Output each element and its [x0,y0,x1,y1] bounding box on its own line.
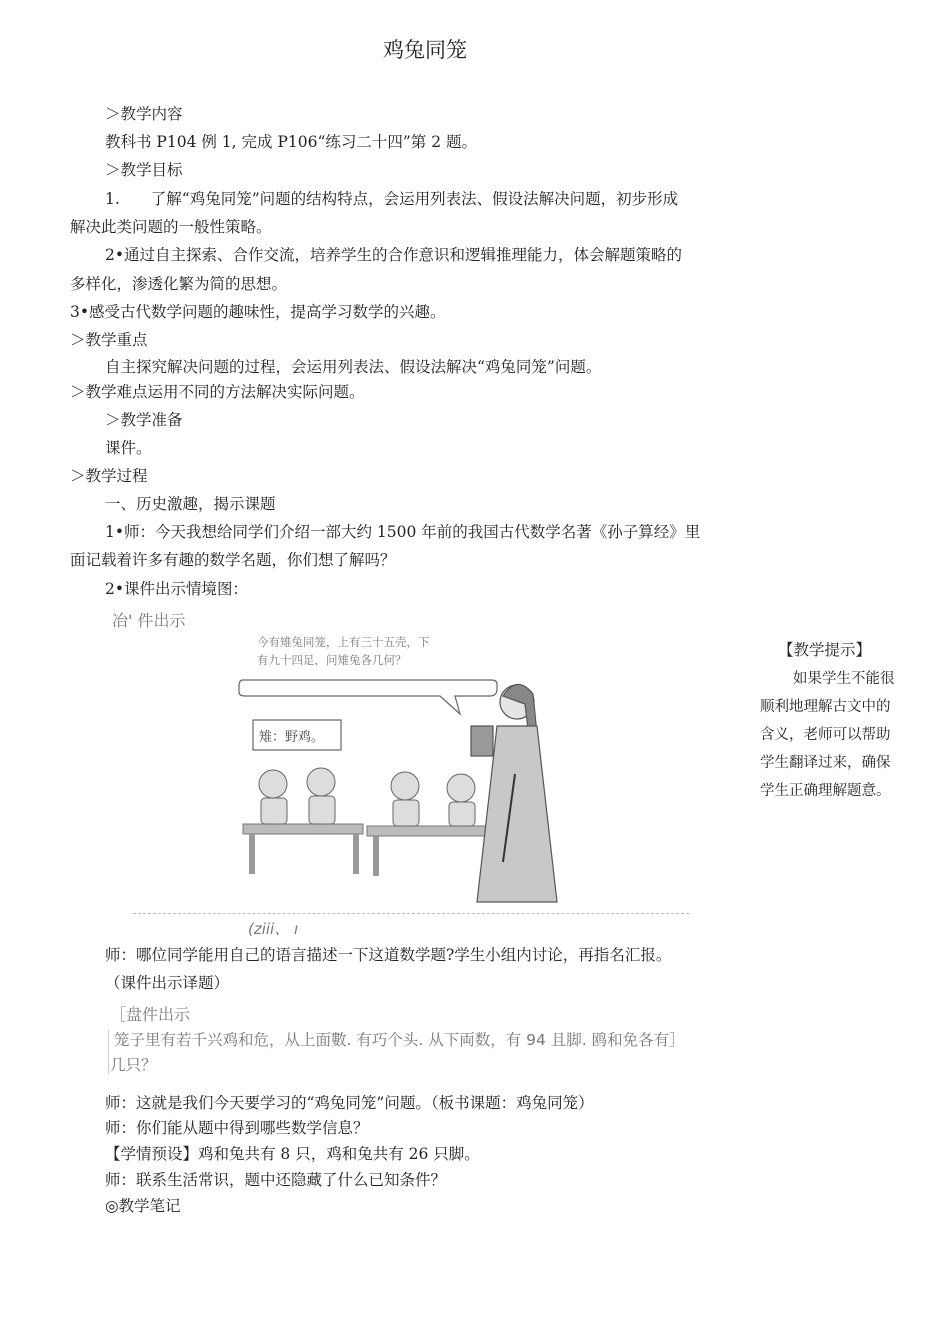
section-heading-preparation: ＞教学准备 [105,411,183,429]
paragraph: 3•感受古代数学问题的趣味性，提高学习数学的兴趣。 [70,303,446,321]
page-title: 鸡兔同笼 [383,38,467,62]
paragraph: 师：这就是我们今天要学习的“鸡兔同笼”问题。（板书课题：鸡兔同笼） [105,1094,594,1112]
paragraph: 教科书 P104 例 1, 完成 P106“练习二十四”第 2 题。 [105,133,478,151]
bracket-line [108,1030,109,1074]
sidebar-text: 学生翻译过来，确保 [760,755,891,771]
sidebar-text: 如果学生不能很 [793,671,895,687]
sidebar-heading: 【教学提示】 [778,641,872,659]
section-heading-goals: ＞教学目标 [105,161,183,179]
paragraph: 2•通过自主探索、合作交流，培养学生的合作意识和逻辑推理能力，体会解题策略的 [105,246,683,264]
paragraph: 解决此类问题的一般性策略。 [70,218,272,236]
notes-heading: ◎教学笔记 [105,1197,181,1215]
paragraph: 师：你们能从题中得到哪些数学信息？ [105,1119,369,1137]
section-heading-process: ＞教学过程 [70,467,148,485]
paragraph: 1. 了解“鸡兔同笼”问题的结构特点，会运用列表法、假设法解决问题，初步形成 [105,190,679,208]
section-heading-key-points: ＞教学重点 [70,331,148,349]
section-heading-difficulty: ＞教学难点运用不同的方法解决实际问题。 [70,383,365,401]
translated-problem-line-1: 笼子里有若千兴鸡和危，从上面數. 有巧个头. 从下両数，有 94 且脚. 鸥和免各有］ [114,1031,685,1049]
section-heading-content: ＞教学内容 [105,105,183,123]
sidebar-text: 含义，老师可以帮助 [760,727,891,743]
paragraph: 自主探究解决问题的过程，会运用列表法、假设法解决“鸡兔同笼”问题。 [105,358,602,376]
divider [133,913,689,914]
figure-label: 冶' 件出示 [112,611,186,630]
sign-text: 雉：野鸡。 [259,730,325,745]
paragraph: 【学情预设】鸡和兔共有 8 只，鸡和兔共有 26 只脚。 [105,1145,480,1163]
paragraph: （课件出示译题） [105,974,230,992]
paragraph: 课件。 [105,439,152,457]
speech-text-line-1: 今有雉兔同笼，上有三十五壳，下 [257,635,430,649]
paragraph: 一、历史激趣，揭示课题 [105,495,276,513]
sidebar-text: 顺利地理解古文中的 [760,699,891,715]
paragraph: 师：联系生活常识，题中还隐藏了什么已知条件？ [105,1171,447,1189]
paragraph: 多样化，渗透化繁为简的思想。 [70,275,288,293]
speech-text-line-2: 有九十四足，问雉兔各几何？ [257,653,407,666]
paragraph: 师：哪位同学能用自己的语言描述一下这道数学题?学生小组内讨论，再指名汇报。 [105,946,672,964]
sidebar-text: 学生正确理解题意。 [760,783,891,799]
paragraph: 面记载着许多有趣的数学名题，你们想了解吗？ [70,551,396,569]
courseware-label: ［盘件出示 [110,1005,191,1024]
classroom-illustration [235,634,595,909]
translated-problem-line-2: 几只？ [110,1056,157,1074]
paragraph: 2•课件出示情境图： [105,580,249,598]
paragraph: 1•师：今天我想给同学们介绍一部大约 1500 年前的我国古代数学名著《孙子算经》里 [105,523,701,541]
figure-caption: (ziii、 ı [248,920,299,938]
